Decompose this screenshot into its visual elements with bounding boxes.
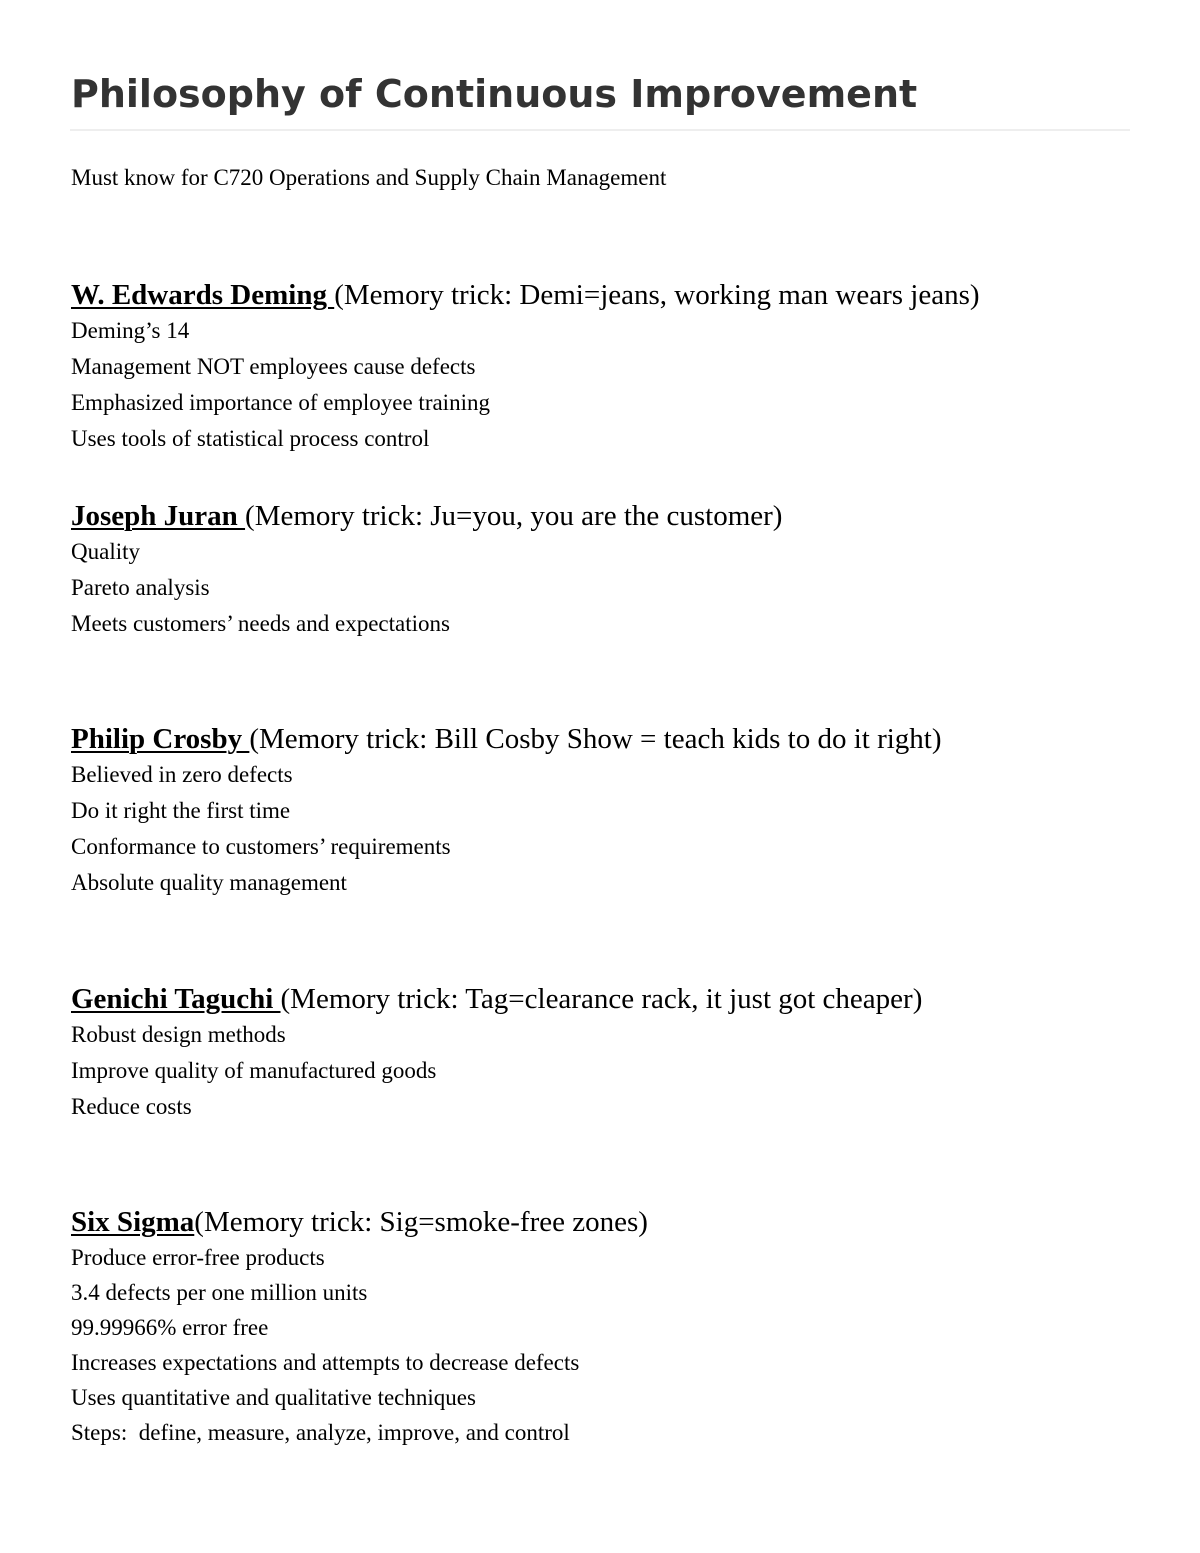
list-item: Quality: [71, 539, 140, 564]
list-item: Robust design methods: [71, 1022, 286, 1047]
section-heading: [71, 498, 782, 534]
list-item: Meets customers’ needs and expectations: [71, 611, 450, 636]
section-heading: [71, 277, 980, 313]
item-list: [71, 313, 980, 457]
person-name: W. Edwards Deming: [71, 279, 335, 311]
list-item: Believed in zero defects: [71, 762, 293, 787]
item-list: [71, 534, 782, 642]
memory-trick: (Memory trick: Bill Cosby Show = teach kids to do it right): [249, 723, 942, 755]
list-item: Uses tools of statistical process control: [71, 426, 430, 451]
item-list: [71, 1240, 648, 1450]
section-deming: [71, 277, 980, 457]
list-item: Absolute quality management: [71, 870, 347, 895]
list-item: 99.99966% error free: [71, 1315, 269, 1340]
section-crosby: [71, 721, 942, 901]
person-name: Genichi Taguchi: [71, 983, 281, 1015]
memory-trick: (Memory trick: Ju=you, you are the customer): [245, 500, 783, 532]
list-item: Management NOT employees cause defects: [71, 354, 476, 379]
list-item: Emphasized importance of employee training: [71, 390, 490, 415]
section-heading: [71, 721, 942, 757]
memory-trick: (Memory trick: Tag=clearance rack, it just got cheaper): [280, 983, 923, 1015]
list-item: Reduce costs: [71, 1094, 192, 1119]
page-title: Philosophy of Continuous Improvement: [71, 72, 918, 116]
person-name: Philip Crosby: [71, 723, 250, 755]
list-item: Steps: define, measure, analyze, improve, and control: [71, 1420, 570, 1445]
section-six-sigma: [71, 1204, 648, 1450]
list-item: Conformance to customers’ requirements: [71, 834, 451, 859]
section-heading: [71, 1204, 648, 1240]
person-name: Joseph Juran: [71, 500, 246, 532]
list-item: Pareto analysis: [71, 575, 210, 600]
list-item: Produce error-free products: [71, 1245, 325, 1270]
section-heading: [71, 981, 922, 1017]
section-juran: [71, 498, 782, 642]
list-item: Increases expectations and attempts to decrease defects: [71, 1350, 580, 1375]
title-divider: [70, 129, 1130, 131]
list-item: Uses quantitative and qualitative techniques: [71, 1385, 476, 1410]
section-taguchi: [71, 981, 922, 1125]
memory-trick: (Memory trick: Sig=smoke-free zones): [194, 1206, 648, 1238]
list-item: Do it right the first time: [71, 798, 291, 823]
list-item: Deming’s 14: [71, 318, 190, 343]
item-list: [71, 1017, 922, 1125]
list-item: Improve quality of manufactured goods: [71, 1058, 437, 1083]
page-subtitle: Must know for C720 Operations and Supply Chain Management: [71, 165, 667, 190]
memory-trick: (Memory trick: Demi=jeans, working man wears jeans): [334, 279, 980, 311]
list-item: 3.4 defects per one million units: [71, 1280, 368, 1305]
topic-name: Six Sigma: [71, 1206, 195, 1238]
item-list: [71, 757, 942, 901]
